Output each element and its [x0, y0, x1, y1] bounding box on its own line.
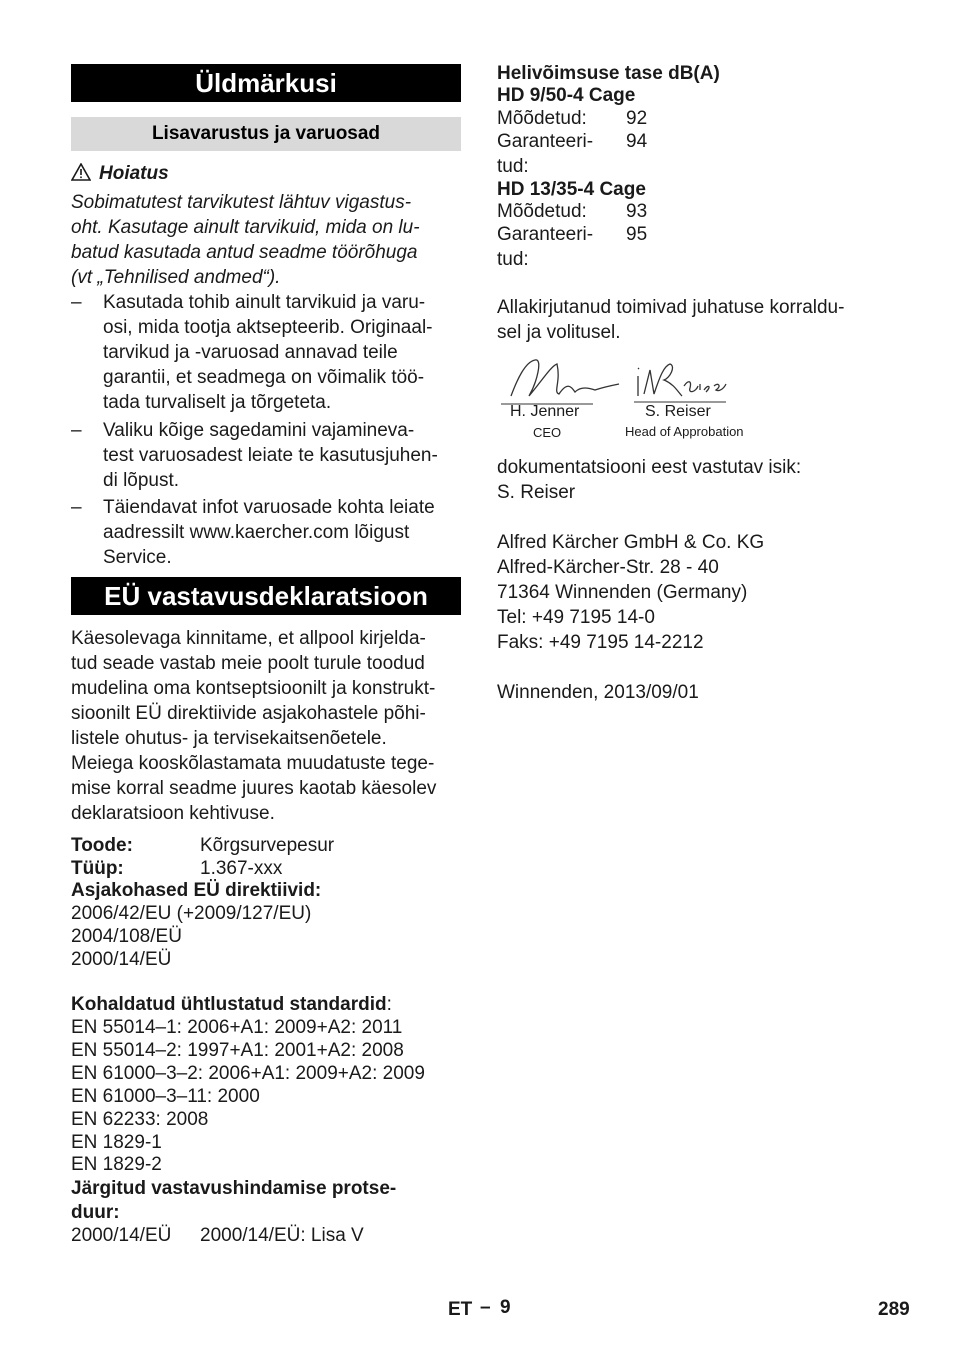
product-value: Kõrgsurvepesur: [200, 835, 335, 856]
signer2-name: S. Reiser: [645, 403, 711, 420]
warning-text: [71, 190, 461, 290]
procedure-value-a: 2000/14/EÜ: [71, 1225, 172, 1246]
standard-item: EN 55014–2: 1997+A1: 2001+A2: 2008: [71, 1040, 404, 1061]
standard-item: EN 62233: 2008: [71, 1109, 209, 1130]
declaration-line: listele ohutus- ja tervisekaitsenõetele.: [71, 728, 387, 749]
bullet-dash: –: [71, 292, 82, 313]
place-date: Winnenden, 2013/09/01: [497, 682, 699, 703]
footer-section-page: 9: [500, 1297, 511, 1318]
type-value: 1.367-xxx: [200, 858, 283, 879]
procedure-label-cont: duur:: [71, 1202, 120, 1223]
warning-line: (vt „Tehnilised andmed“).: [71, 267, 281, 288]
declaration-line: deklaratsioon kehtivuse.: [71, 803, 275, 824]
address-line: Alfred-Kärcher-Str. 28 - 40: [497, 557, 719, 578]
bullet-line: Valiku kõige sagedamini vajamineva-: [103, 420, 415, 441]
address-line: Faks: +49 7195 14-2212: [497, 632, 704, 653]
heading-general-notes-text: Üldmärkusi: [195, 67, 337, 98]
standard-item: EN 61000–3–11: 2000: [71, 1086, 260, 1107]
page-number: 289: [878, 1299, 910, 1320]
heading-accessories-text: Lisavarustus ja varuosad: [151, 123, 381, 144]
directive-item: 2006/42/EU (+2009/127/EU): [71, 903, 312, 924]
responsible-person: [497, 455, 897, 505]
model2-measured-value: 93: [626, 201, 648, 222]
address-line: Tel: +49 7195 14-0: [497, 607, 655, 628]
declaration-line: Meiega kooskõlastamata muudatuste tege-: [71, 753, 435, 774]
bullet-dash: –: [71, 497, 82, 518]
bullet-line: Täiendavat infot varuosade kohta leiate: [103, 497, 435, 518]
model2-title: HD 13/35-4 Cage: [497, 179, 646, 200]
declaration-line: mise korral seadme juures kaotab käesolev: [71, 778, 437, 799]
model2-guaranteed-value: 95: [626, 224, 648, 245]
bullet-line: tarvikud ja -varuosad annavad teile: [103, 342, 398, 363]
declaration-line: sioonilt EÜ direktiivide asjakohastele põhi-: [71, 703, 426, 724]
directive-item: 2000/14/EÜ: [71, 949, 172, 970]
model1-measured-label: Mõõdetud:: [497, 108, 587, 129]
directives-label: Asjakohased EÜ direktiivid:: [71, 880, 322, 901]
signed-text: [497, 295, 897, 345]
product-row: [71, 834, 461, 857]
model1-guaranteed-label-cont: tud:: [497, 156, 529, 177]
bullet-line: osi, mida tootja aktsepteerib. Originaal-: [103, 317, 433, 338]
type-row: [71, 857, 461, 880]
heading-accessories: [71, 117, 461, 151]
responsible-line: dokumentatsiooni eest vastutav isik:: [497, 457, 802, 478]
heading-general-notes: [71, 64, 461, 102]
responsible-line: S. Reiser: [497, 482, 576, 503]
address-line: Alfred Kärcher GmbH & Co. KG: [497, 532, 765, 553]
signed-line: Allakirjutanud toimivad juhatuse korraldu-: [497, 297, 845, 318]
signer1-role: CEO: [533, 425, 562, 440]
model2-guaranteed-label-cont: tud:: [497, 249, 529, 270]
standard-item: EN 1829-2: [71, 1154, 162, 1175]
signer1-name: H. Jenner: [510, 403, 580, 420]
bullet-line: aadressilt www.kaercher.com lõigust: [103, 522, 410, 543]
warning-line: batud kasutada antud seadme töörõhuga: [71, 242, 418, 263]
heading-eu-declaration-text: EÜ vastavusdeklaratsioon: [104, 580, 428, 611]
bullet-line: Service.: [103, 547, 172, 568]
model1-guaranteed-label: Garanteeri-: [497, 131, 594, 152]
warning-line: Sobimatutest tarvikutest lähtuv vigastus-: [71, 192, 412, 213]
bullet-line: test varuosadest leiate te kasutusjuhen-: [103, 445, 438, 466]
model1-title: HD 9/50-4 Cage: [497, 85, 636, 106]
declaration-line: Käesolevaga kinnitame, et allpool kirjelda-: [71, 628, 426, 649]
model1-guaranteed-value: 94: [626, 131, 648, 152]
signature-reiser-icon: [630, 356, 740, 406]
bullet-dash: –: [71, 420, 82, 441]
standard-item: EN 55014–1: 2006+A1: 2009+A2: 2011: [71, 1017, 403, 1038]
directive-item: 2004/108/EÜ: [71, 926, 182, 947]
model1-measured-value: 92: [626, 108, 648, 129]
footer-language: ET: [448, 1299, 473, 1320]
procedure-label: Järgitud vastavushindamise protse-: [71, 1178, 397, 1199]
signed-line: sel ja volitusel.: [497, 322, 621, 343]
declaration-line: tud seade vastab meie poolt turule toodud: [71, 653, 425, 674]
standards-heading: [71, 993, 392, 1016]
standards-colon: :: [386, 994, 392, 1015]
standards-label: Kohaldatud ühtlustatud standardid: [71, 994, 387, 1015]
standard-item: EN 61000–3–2: 2006+A1: 2009+A2: 2009: [71, 1063, 425, 1084]
model2-measured-label: Mõõdetud:: [497, 201, 587, 222]
warning-header: [71, 161, 169, 188]
company-address: [497, 530, 897, 655]
declaration-text: [71, 626, 461, 826]
type-label: Tüüp:: [71, 858, 124, 879]
signer2-role: Head of Approbation: [625, 424, 744, 439]
footer-dash: –: [480, 1297, 491, 1318]
warning-label: Hoiatus: [99, 163, 169, 184]
bullet-line: garantii, et seadmega on võimalik töö-: [103, 367, 425, 388]
address-line: 71364 Winnenden (Germany): [497, 582, 748, 603]
product-label: Toode:: [71, 835, 133, 856]
warning-triangle-icon: [71, 163, 91, 188]
declaration-line: mudelina oma kontseptsioonilt ja konstrukt-: [71, 678, 436, 699]
sound-power-title: Helivõimsuse tase dB(A): [497, 63, 720, 84]
model2-guaranteed-label: Garanteeri-: [497, 224, 594, 245]
procedure-value-b: 2000/14/EÜ: Lisa V: [200, 1225, 364, 1246]
bullet-line: tada turvaliselt ja tõrgeteta.: [103, 392, 332, 413]
bullet-line: Kasutada tohib ainult tarvikuid ja varu-: [103, 292, 426, 313]
warning-line: oht. Kasutage ainult tarvikuid, mida on lu-: [71, 217, 420, 238]
bullet-line: di lõpust.: [103, 470, 180, 491]
standard-item: EN 1829-1: [71, 1132, 162, 1153]
heading-eu-declaration: [71, 577, 461, 615]
